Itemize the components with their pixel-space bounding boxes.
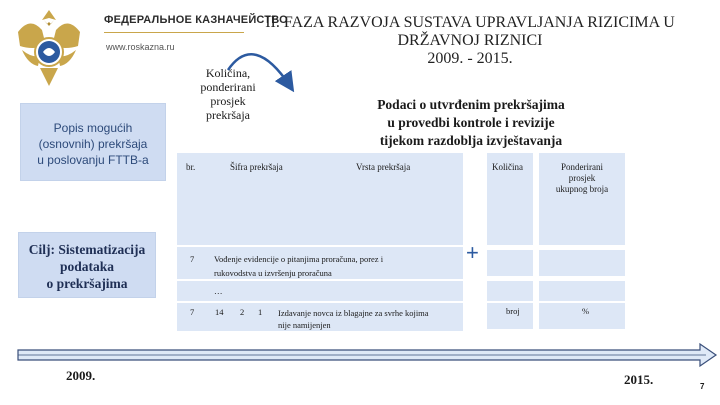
data-info-line-2: u provedbi kontrole i revizije — [387, 115, 555, 130]
row1-desc-line-2: rukovodstva u izvršenju proračuna — [214, 268, 332, 278]
data-info-line-1: Podaci o utvrđenim prekršajima — [377, 97, 565, 112]
data-info-heading — [364, 96, 578, 150]
treasury-emblem-logo — [10, 6, 88, 92]
title-line-2: DRŽAVNOJ RIZNICI — [397, 32, 543, 49]
header-br: br. — [186, 162, 196, 172]
brand-divider — [104, 32, 244, 33]
goal-box-line-3: o prekršajima — [46, 276, 128, 291]
violations-box-line-2: (osnovnih) prekršaja — [38, 137, 148, 151]
row3-br: 7 — [190, 307, 195, 317]
violations-box-line-1: Popis mogućih — [53, 121, 133, 135]
timeline-arrow — [0, 340, 720, 370]
violations-box-line-3: u poslovanju FTTB-a — [37, 153, 149, 167]
note-line-2: ponderirani — [200, 80, 256, 94]
page-number: 7 — [700, 382, 705, 391]
header-sifra: Šifra prekršaja — [230, 162, 283, 172]
row1-br: 7 — [190, 254, 195, 264]
curved-arrow — [224, 40, 304, 102]
table-header-left-panel — [176, 152, 464, 246]
slide-title — [250, 14, 690, 68]
row2-weighted-cell — [538, 280, 626, 302]
row3-quantity: broj — [506, 306, 520, 316]
row3-code-3: 1 — [258, 307, 263, 317]
header-ponderirani — [540, 162, 624, 195]
brand-name: ФЕДЕРАЛЬНОЕ КАЗНАЧЕЙСТВО — [104, 14, 288, 26]
row1-description — [214, 252, 458, 280]
row2-ellipsis: … — [214, 286, 223, 296]
note-line-4: prekršaja — [206, 108, 250, 122]
note-line-1: Količina, — [205, 66, 251, 80]
row1-desc-line-1: Vođenje evidencije o pitanjima proračuna, porez i — [214, 254, 384, 264]
row2-quantity-cell — [486, 280, 534, 302]
goal-box-line-1: Cilj: Sistematizacija — [28, 242, 146, 257]
row3-desc-line-2: nije namijenjen — [278, 320, 331, 330]
plus-icon: + — [466, 240, 479, 265]
row3-desc-line-1: Izdavanje novca iz blagajne za svrhe kojima — [278, 308, 429, 318]
title-line-3: 2009. - 2015. — [427, 50, 513, 67]
row3-code-1: 14 — [215, 307, 224, 317]
row1-weighted-cell — [538, 249, 626, 277]
goal-box — [18, 232, 156, 298]
title-line-1: II. FAZA RAZVOJA SUSTAVA UPRAVLJANJA RIZICIMA U — [265, 14, 675, 31]
header-ponder-line-2: prosjek — [568, 173, 596, 183]
row3-code-2: 2 — [240, 307, 245, 317]
header-ponder-line-3: ukupnog broja — [555, 184, 609, 194]
note-line-3: prosjek — [210, 94, 246, 108]
header-kolicina: Količina — [492, 162, 523, 172]
header-ponder-line-1: Ponderirani — [561, 162, 603, 172]
row3-weighted: % — [582, 306, 590, 316]
header-vrsta: Vrsta prekršaja — [356, 162, 411, 172]
row3-description — [278, 307, 462, 331]
brand-url[interactable]: www.roskazna.ru — [106, 42, 175, 52]
timeline-end-year: 2015. — [624, 372, 654, 387]
goal-box-line-2: podataka — [59, 259, 115, 274]
timeline-start-year: 2009. — [66, 368, 96, 383]
data-info-line-3: tijekom razdoblja izvještavanja — [379, 133, 563, 148]
possible-violations-box — [20, 103, 166, 181]
row1-quantity-cell — [486, 249, 534, 277]
